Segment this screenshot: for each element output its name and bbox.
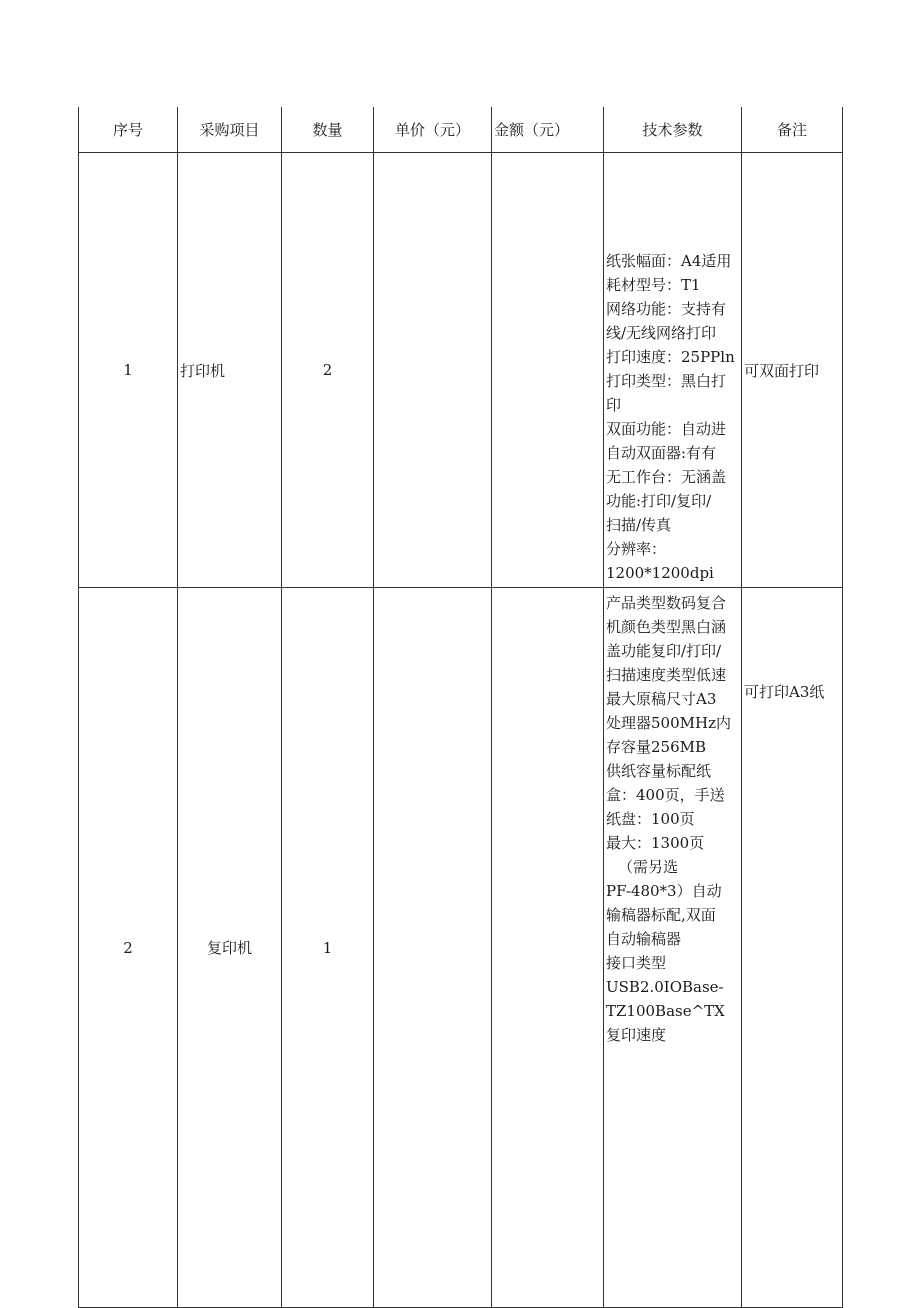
param-line: 自动输稿器 (606, 930, 682, 948)
param-line: 复印速度 (606, 1026, 667, 1044)
procurement-table (78, 107, 843, 1308)
row-amount (492, 588, 604, 1308)
row-item: 复印机 (178, 588, 282, 1308)
row-remark: 可打印A3纸 (742, 588, 843, 1308)
param-line: TZ100Base^TX (606, 1002, 725, 1020)
param-line: 1200*1200dpi (606, 564, 714, 582)
param-line: 扫描速度类型低速 (606, 666, 727, 684)
row-no: 1 (79, 153, 178, 588)
row-qty: 2 (282, 153, 374, 588)
row-unit-price (374, 153, 492, 588)
row-qty: 1 (282, 588, 374, 1308)
table-row (79, 588, 843, 1308)
param-line: 纸盘：100页 (606, 810, 695, 828)
param-line: 分辨率： (606, 540, 667, 558)
param-line: 输稿器标配,双面 (606, 906, 716, 924)
param-line: 扫描/传真 (606, 516, 672, 534)
row-amount (492, 153, 604, 588)
header-qty: 数量 (282, 107, 374, 153)
param-line: 打印类型：黑白打 (606, 372, 727, 390)
param-line: 功能:打印/复印/ (606, 492, 712, 510)
param-line: 双面功能：自动进 (606, 420, 727, 438)
row-no: 2 (79, 588, 178, 1308)
row-unit-price (374, 588, 492, 1308)
param-line: 耗材型号：T1 (606, 276, 701, 294)
param-line: 供纸容量标配纸 (606, 762, 712, 780)
param-line: 处理器500MHz内 (606, 714, 731, 732)
row-remark: 可双面打印 (742, 153, 843, 588)
param-line: 接口类型 (606, 954, 667, 972)
param-line: 网络功能：支持有 (606, 300, 727, 318)
param-line: 盒：400页，手送 (606, 786, 725, 804)
param-line: 最大：1300页 (606, 834, 705, 852)
header-amount: 金额（元） (492, 107, 604, 153)
param-line: （需另选 (618, 858, 679, 876)
param-line: 盖功能复印/打印/ (606, 642, 722, 660)
header-remark: 备注 (742, 107, 843, 153)
row-params (604, 153, 742, 588)
param-line: 线/无线网络打印 (606, 324, 717, 342)
param-line: 纸张幅面：A4适用 (606, 252, 732, 270)
param-line: 无工作台：无涵盖 (606, 468, 727, 486)
param-line: 印 (606, 396, 622, 414)
param-line: 存容量256MB (606, 738, 707, 756)
param-line: PF-480*3）自动 (606, 882, 722, 900)
header-unit-price: 单价（元） (374, 107, 492, 153)
param-line: 最大原稿尺寸A3 (606, 690, 717, 708)
param-line: 自动双面器:有有 (606, 444, 717, 462)
table-header-row (79, 107, 843, 153)
header-params: 技术参数 (604, 107, 742, 153)
param-line: USB2.0IOBase- (606, 978, 724, 996)
header-item: 采购项目 (178, 107, 282, 153)
param-line: 产品类型数码复合 (606, 594, 727, 612)
param-line: 打印速度：25PPln (606, 348, 735, 366)
header-no: 序号 (79, 107, 178, 153)
row-item: 打印机 (178, 153, 282, 588)
table-row (79, 153, 843, 588)
param-line: 机颜色类型黑白涵 (606, 618, 727, 636)
row-params (604, 588, 742, 1308)
